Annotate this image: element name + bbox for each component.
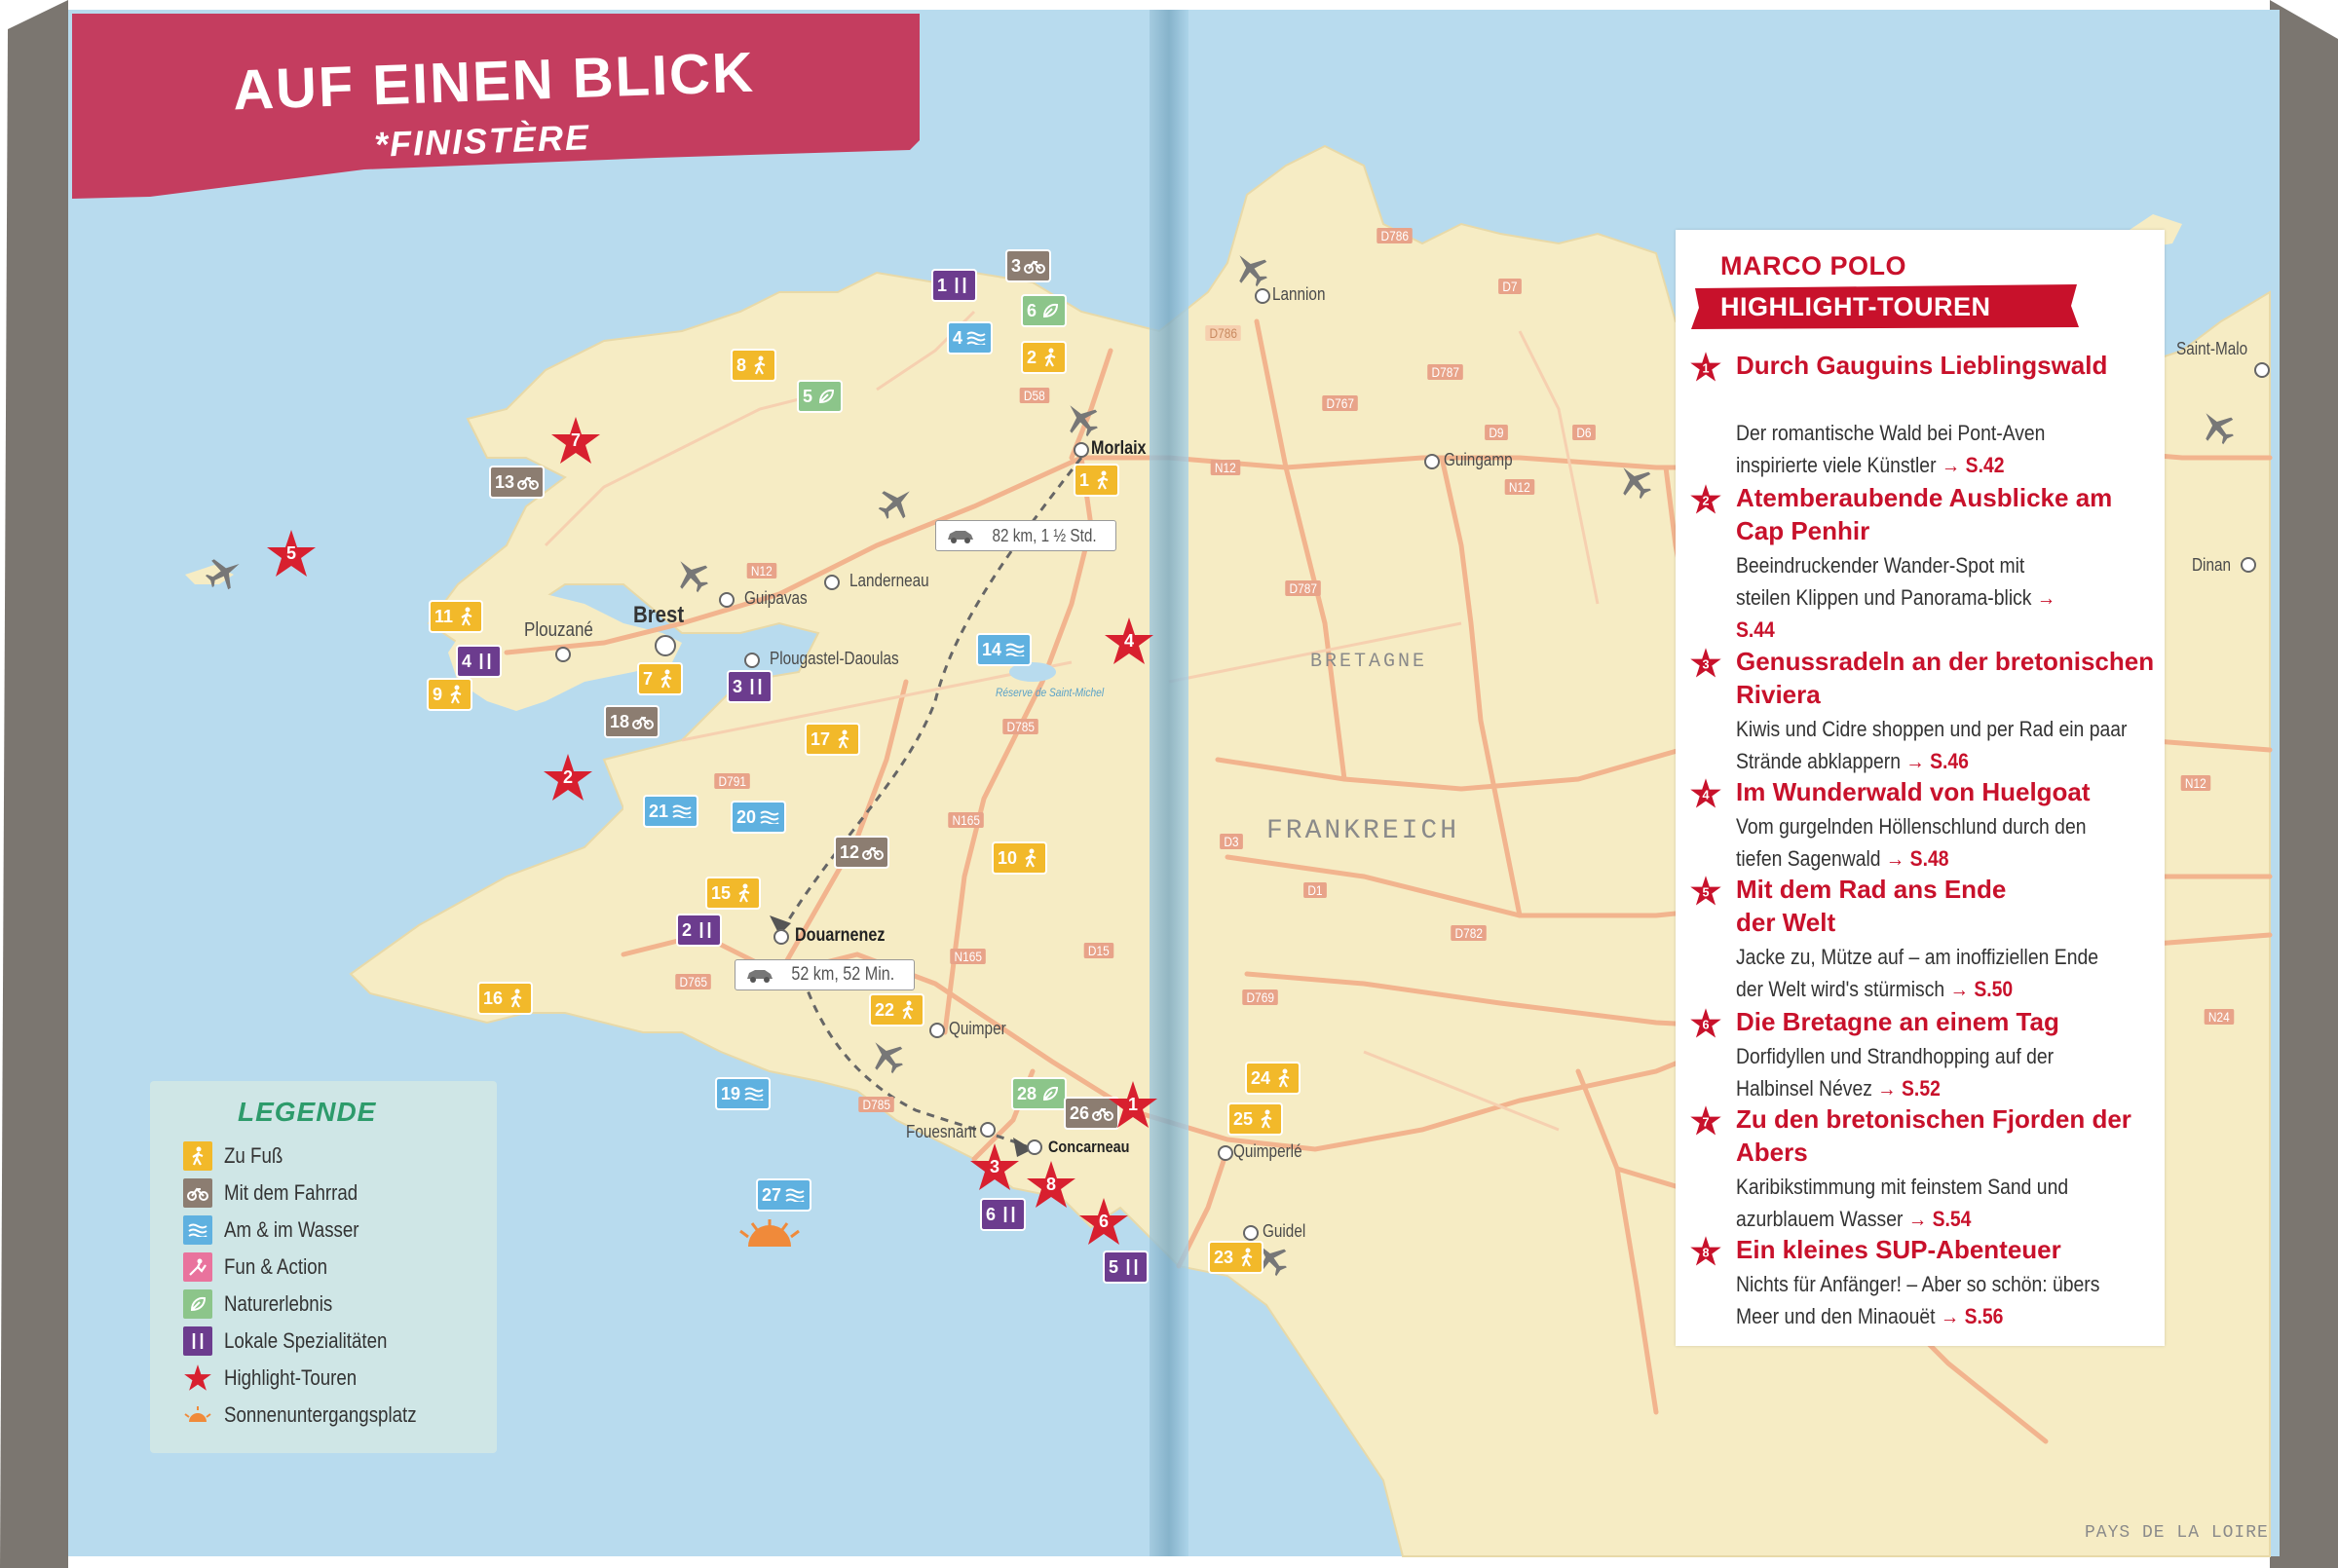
poi-badge[interactable] [949, 323, 991, 353]
tour-star-number: 5 [285, 543, 296, 563]
airport-icon [877, 483, 916, 522]
airport-icon [1062, 399, 1101, 438]
poi-number: 26 [1070, 1102, 1090, 1123]
tour-page-ref[interactable]: → S.50 [1949, 977, 2014, 1001]
town-dot [1074, 442, 1089, 458]
poi-number: 6 [986, 1204, 997, 1224]
tour-description: Karibikstimmung mit feinstem Sand und azurblauem Wasser → S.54 [1736, 1175, 2069, 1231]
legend-item-sunset [183, 1400, 450, 1430]
svg-text:8: 8 [1702, 1246, 1710, 1260]
town-landerneau: Landerneau [849, 571, 929, 590]
cutlery-icon [695, 919, 716, 941]
poi-badge[interactable] [639, 664, 681, 693]
town-dinan: Dinan [2192, 555, 2231, 575]
poi-badge[interactable] [707, 878, 759, 908]
tour-star-marker[interactable] [1103, 616, 1155, 668]
walk-icon [749, 355, 771, 376]
cutlery-icon [1121, 1256, 1143, 1278]
poi-number: 23 [1214, 1247, 1234, 1267]
poi-number: 11 [434, 606, 454, 626]
poi-badge[interactable] [1229, 1104, 1281, 1134]
water-icon [759, 806, 780, 828]
poi-badge[interactable] [645, 797, 697, 826]
route-distance: 52 km, 52 Min. [791, 964, 895, 985]
water-icon [965, 327, 987, 349]
road-label: N24 [2205, 1009, 2234, 1025]
town-dot [1424, 454, 1440, 469]
tour-page-ref[interactable]: → S.52 [1877, 1076, 1941, 1101]
title-banner [72, 14, 920, 199]
road-label: D1 [1303, 882, 1327, 898]
legend-label: Highlight-Touren [224, 1365, 358, 1390]
tour-star-number: 2 [562, 767, 573, 787]
walk-icon [734, 882, 755, 904]
poi-badge[interactable] [606, 707, 658, 736]
road-label: D785 [1002, 719, 1038, 734]
town-dot [555, 647, 571, 662]
poi-badge[interactable] [431, 602, 481, 631]
legend-item-bike [183, 1178, 381, 1208]
poi-number: 17 [811, 728, 831, 749]
tour-star-marker[interactable] [1077, 1196, 1130, 1249]
town-dot [773, 929, 789, 945]
poi-badge[interactable] [1013, 1079, 1065, 1108]
town-dot [719, 592, 735, 608]
poi-number: 18 [610, 711, 630, 731]
poi-badge[interactable] [994, 843, 1045, 873]
legend-label: Sonnenuntergangsplatz [224, 1402, 417, 1427]
tour-title: Genussradeln an der bretonischen Riviera [1736, 647, 2155, 709]
tour-description: Vom gurgelnden Höllenschlund durch den tiefen Sagenwald → S.48 [1736, 814, 2087, 871]
car-icon [745, 967, 774, 983]
poi-badge[interactable] [836, 838, 887, 867]
svg-text:2: 2 [1702, 494, 1710, 508]
star-icon [1689, 875, 1722, 908]
airport-icon [205, 553, 244, 592]
leaf-icon [815, 386, 837, 407]
poi-badge[interactable] [729, 672, 771, 701]
tours-heading: HIGHLIGHT-TOUREN [1720, 292, 1991, 321]
town-dot [929, 1023, 945, 1038]
water-icon [671, 801, 693, 822]
route-label-morlaix-douarnenez [935, 520, 1116, 551]
poi-badge[interactable] [933, 271, 975, 300]
route-label-douarnenez-concarneau [735, 959, 915, 990]
svg-text:1: 1 [1702, 361, 1710, 376]
town-dot [2254, 362, 2270, 378]
walk-icon [897, 999, 919, 1021]
road-label: D782 [1451, 925, 1487, 941]
town-douarnenez: Douarnenez [795, 925, 886, 946]
star-icon [1689, 351, 1722, 384]
cutlery-icon [183, 1326, 212, 1356]
sunset-icon [183, 1400, 212, 1430]
poi-number: 2 [1027, 347, 1037, 367]
town-quimperle: Quimperlé [1233, 1141, 1302, 1161]
poi-badge[interactable] [1105, 1252, 1147, 1282]
water-icon [1004, 639, 1026, 660]
tour-page-ref[interactable]: → S.42 [1941, 453, 2005, 477]
poi-badge[interactable] [807, 725, 858, 754]
region-label-pays-de-la-loire: PAYS DE LA LOIRE [2085, 1523, 2269, 1543]
poi-number: 22 [875, 999, 895, 1020]
tour-page-ref[interactable]: → S.44 [1736, 585, 2056, 642]
tour-page-ref[interactable]: → S.48 [1885, 846, 1949, 871]
town-quimper: Quimper [949, 1019, 1006, 1038]
bike-icon [517, 471, 539, 493]
poi-number: 4 [462, 651, 472, 671]
legend-item-nature [183, 1289, 352, 1319]
tour-page-ref[interactable]: → S.56 [1940, 1304, 2004, 1328]
poi-badge[interactable] [458, 647, 500, 676]
poi-badge[interactable] [733, 803, 784, 832]
tour-star-number: 8 [1045, 1175, 1056, 1194]
poi-number: 3 [733, 676, 743, 696]
star-icon [1689, 483, 1722, 516]
svg-text:3: 3 [1702, 657, 1710, 672]
fun-icon [183, 1252, 212, 1282]
legend-label: Naturerlebnis [224, 1291, 333, 1316]
airport-icon [672, 555, 711, 594]
poi-badge[interactable] [733, 351, 774, 380]
page-subtitle: *FINISTÈRE [373, 117, 591, 165]
water-icon [784, 1184, 806, 1206]
road-label: D765 [675, 974, 711, 989]
town-guidel: Guidel [1263, 1221, 1306, 1241]
svg-text:6: 6 [1702, 1018, 1710, 1032]
tour-star-marker[interactable] [1025, 1159, 1077, 1212]
cutlery-icon [474, 651, 496, 672]
walk-icon [833, 728, 854, 750]
poi-number: 6 [1027, 300, 1037, 320]
walk-icon [456, 606, 477, 627]
town-dot [824, 575, 840, 590]
legend-label: Lokale Spezialitäten [224, 1328, 388, 1353]
town-dot [2241, 557, 2256, 573]
poi-number: 20 [736, 806, 757, 827]
poi-number: 16 [483, 988, 504, 1008]
water-icon [183, 1215, 212, 1245]
tour-title: Mit dem Rad ans Ende der Welt [1736, 875, 2007, 937]
poi-badge[interactable] [479, 984, 531, 1013]
poi-badge[interactable] [1007, 251, 1049, 280]
legend-label: Zu Fuß [224, 1143, 283, 1168]
poi-number: 9 [433, 684, 443, 704]
poi-number: 28 [1017, 1083, 1037, 1103]
town-dot [980, 1122, 996, 1138]
legend-title: LEGENDE [238, 1097, 377, 1127]
road-label: D769 [1242, 989, 1278, 1005]
town-dot [1027, 1139, 1042, 1155]
walk-icon [656, 668, 677, 690]
town-guipavas: Guipavas [744, 588, 808, 608]
legend-label: Mit dem Fahrrad [224, 1180, 358, 1205]
town-brest: Brest [633, 602, 685, 628]
town-dot [655, 635, 676, 656]
tour-star-marker[interactable] [549, 415, 602, 467]
poi-number: 3 [1011, 255, 1022, 276]
star-icon [1689, 777, 1722, 810]
tour-description: Jacke zu, Mütze auf – am inoffiziellen Ende der Welt wird's stürmisch → S.50 [1736, 945, 2098, 1001]
poi-number: 14 [982, 639, 1002, 659]
road-label: D6 [1572, 425, 1596, 440]
bike-icon [183, 1178, 212, 1208]
poi-badge[interactable] [1075, 466, 1117, 495]
legend-item-fun [183, 1252, 346, 1282]
town-plougastel: Plougastel-Daoulas [770, 649, 899, 668]
leaf-icon [183, 1289, 212, 1319]
water-icon [743, 1083, 765, 1104]
walk-icon [1256, 1108, 1277, 1130]
town-dot [1255, 288, 1270, 304]
walk-icon [506, 988, 527, 1009]
road-label: D787 [1427, 364, 1463, 380]
road-label: D3 [1220, 834, 1243, 849]
poi-number: 1 [1079, 469, 1090, 490]
tour-description: Kiwis und Cidre shoppen und per Rad ein paar Strände abklappern → S.46 [1736, 717, 2128, 773]
tours-heading-banner [1691, 284, 2081, 329]
airport-icon [1231, 249, 1270, 288]
cutlery-icon [950, 275, 971, 296]
legend-item-walk [183, 1141, 293, 1171]
tour-title: Durch Gauguins Lieblingswald [1736, 351, 2108, 380]
poi-badge[interactable] [758, 1180, 810, 1210]
map-legend [150, 1081, 497, 1453]
region-label-bretagne: BRETAGNE [1310, 651, 1428, 673]
town-dot [1218, 1145, 1233, 1161]
svg-text:7: 7 [1702, 1115, 1710, 1130]
town-morlaix: Morlaix [1091, 438, 1147, 459]
poi-number: 2 [682, 919, 693, 940]
road-label: N12 [1505, 479, 1534, 495]
walk-icon [1020, 847, 1041, 869]
poi-badge[interactable] [717, 1079, 769, 1108]
tour-page-ref[interactable]: → S.46 [1905, 749, 1969, 773]
poi-badge[interactable] [982, 1200, 1024, 1229]
cutlery-icon [745, 676, 767, 697]
road-label: D787 [1285, 580, 1321, 596]
poi-number: 13 [495, 471, 515, 492]
poi-badge[interactable] [1210, 1243, 1262, 1272]
road-label: D767 [1322, 395, 1358, 411]
star-icon [1689, 647, 1722, 680]
poi-number: 5 [1109, 1256, 1119, 1277]
poi-number: 7 [643, 668, 654, 689]
svg-text:4: 4 [1702, 788, 1710, 803]
poi-badge[interactable] [429, 680, 471, 709]
airport-icon [1615, 462, 1654, 501]
road-label: D785 [858, 1097, 894, 1112]
road-label: D9 [1485, 425, 1508, 440]
poi-number: 27 [762, 1184, 782, 1205]
airport-icon [867, 1036, 906, 1075]
tour-title: Die Bretagne an einem Tag [1736, 1007, 2059, 1036]
road-label: D15 [1084, 943, 1113, 958]
tour-star-number: 6 [1098, 1212, 1109, 1231]
bike-icon [862, 841, 884, 863]
town-fouesnant: Fouesnant [906, 1122, 977, 1141]
poi-badge[interactable] [1023, 343, 1065, 372]
poi-number: 12 [840, 841, 860, 862]
poi-badge[interactable] [978, 635, 1030, 664]
tour-star-number: 1 [1127, 1095, 1138, 1114]
airport-icon [2198, 407, 2237, 446]
road-label: D786 [1205, 325, 1241, 341]
road-label: N12 [2181, 775, 2210, 791]
tour-star-number: 7 [570, 430, 581, 450]
road-label: N12 [747, 563, 776, 579]
poi-badge[interactable] [1247, 1064, 1299, 1093]
legend-label: Am & im Wasser [224, 1217, 359, 1242]
road-label: D791 [714, 773, 750, 789]
road-label: D58 [1020, 388, 1049, 403]
star-icon [1689, 1104, 1722, 1138]
poi-badge[interactable] [678, 915, 720, 945]
poi-number: 4 [953, 327, 963, 348]
car-icon [946, 528, 975, 543]
page-title: AUF EINEN BLICK [232, 40, 756, 123]
bike-icon [632, 711, 654, 732]
road-label: D7 [1498, 279, 1522, 294]
legend-label: Fun & Action [224, 1254, 328, 1279]
region-label-frankreich: FRANKREICH [1266, 816, 1460, 846]
walk-icon [1092, 469, 1113, 491]
tour-title: Im Wunderwald von Huelgoat [1736, 777, 2091, 806]
star-icon [1689, 1235, 1722, 1268]
road-label: D786 [1376, 228, 1413, 243]
town-plouzane: Plouzané [524, 619, 593, 641]
poi-number: 10 [998, 847, 1018, 868]
poi-number: 1 [937, 275, 948, 295]
star-icon [1689, 1007, 1722, 1040]
star-icon [183, 1363, 212, 1393]
town-saint-malo: Saint-Malo [2176, 339, 2248, 358]
town-concarneau: Concarneau [1048, 1138, 1130, 1156]
bike-icon [1024, 255, 1045, 277]
tour-description: Nichts für Anfänger! – Aber so schön: übers Meer und den Minaouët → S.56 [1736, 1272, 2100, 1328]
tour-title: Atemberaubende Ausblicke am Cap Penhir [1736, 483, 2113, 545]
tour-star-marker[interactable] [265, 528, 318, 580]
poi-number: 24 [1251, 1067, 1271, 1088]
leaf-icon [1039, 300, 1061, 321]
tour-description: Beeindruckender Wander-Spot mit steilen Klippen und Panorama-blick → S.44 [1736, 553, 2056, 642]
legend-item-water [183, 1215, 383, 1245]
walk-icon [445, 684, 467, 705]
poi-badge[interactable] [799, 382, 841, 411]
poi-number: 25 [1233, 1108, 1254, 1129]
tour-star-marker[interactable] [542, 752, 594, 804]
town-lannion: Lannion [1272, 284, 1326, 304]
leaf-icon [1039, 1083, 1061, 1104]
poi-badge[interactable] [871, 995, 923, 1025]
tour-description: Dorfidyllen und Strandhopping auf der Halbinsel Névez → S.52 [1736, 1044, 2055, 1101]
town-guingamp: Guingamp [1444, 450, 1513, 469]
poi-number: 15 [711, 882, 732, 903]
cutlery-icon [999, 1204, 1020, 1225]
tour-star-marker[interactable] [968, 1141, 1021, 1194]
road-label: N165 [948, 812, 984, 828]
walk-icon [1236, 1247, 1258, 1268]
walk-icon [183, 1141, 212, 1171]
road-label: N165 [950, 949, 986, 964]
poi-badge[interactable] [1023, 296, 1065, 325]
tour-page-ref[interactable]: → S.54 [1907, 1207, 1972, 1231]
walk-icon [1273, 1067, 1295, 1089]
reserve-label: Réserve de Saint-Michel [996, 686, 1105, 699]
svg-text:5: 5 [1702, 885, 1710, 900]
legend-item-tour [183, 1363, 380, 1393]
tour-star-number: 3 [989, 1157, 999, 1176]
tour-description: Der romantische Wald bei Pont-Aven inspirierte viele Künstler → S.42 [1736, 421, 2046, 477]
tours-brand: MARCO POLO [1720, 251, 1906, 280]
highlight-tours-panel [1676, 230, 2165, 1346]
town-dot [744, 653, 760, 668]
tour-title: Zu den bretonischen Fjorden der Abers [1736, 1104, 2131, 1167]
walk-icon [1039, 347, 1061, 368]
poi-number: 21 [649, 801, 669, 821]
poi-number: 19 [721, 1083, 741, 1103]
tour-star-number: 4 [1123, 631, 1134, 651]
route-distance: 82 km, 1 ½ Std. [992, 525, 1097, 545]
road-label: N12 [1211, 460, 1240, 475]
poi-number: 8 [736, 355, 747, 375]
tour-star-marker[interactable] [1107, 1079, 1159, 1132]
tour-title: Ein kleines SUP-Abenteuer [1736, 1235, 2061, 1264]
poi-badge[interactable] [491, 467, 543, 497]
legend-item-food [183, 1326, 416, 1356]
poi-number: 5 [803, 386, 813, 406]
